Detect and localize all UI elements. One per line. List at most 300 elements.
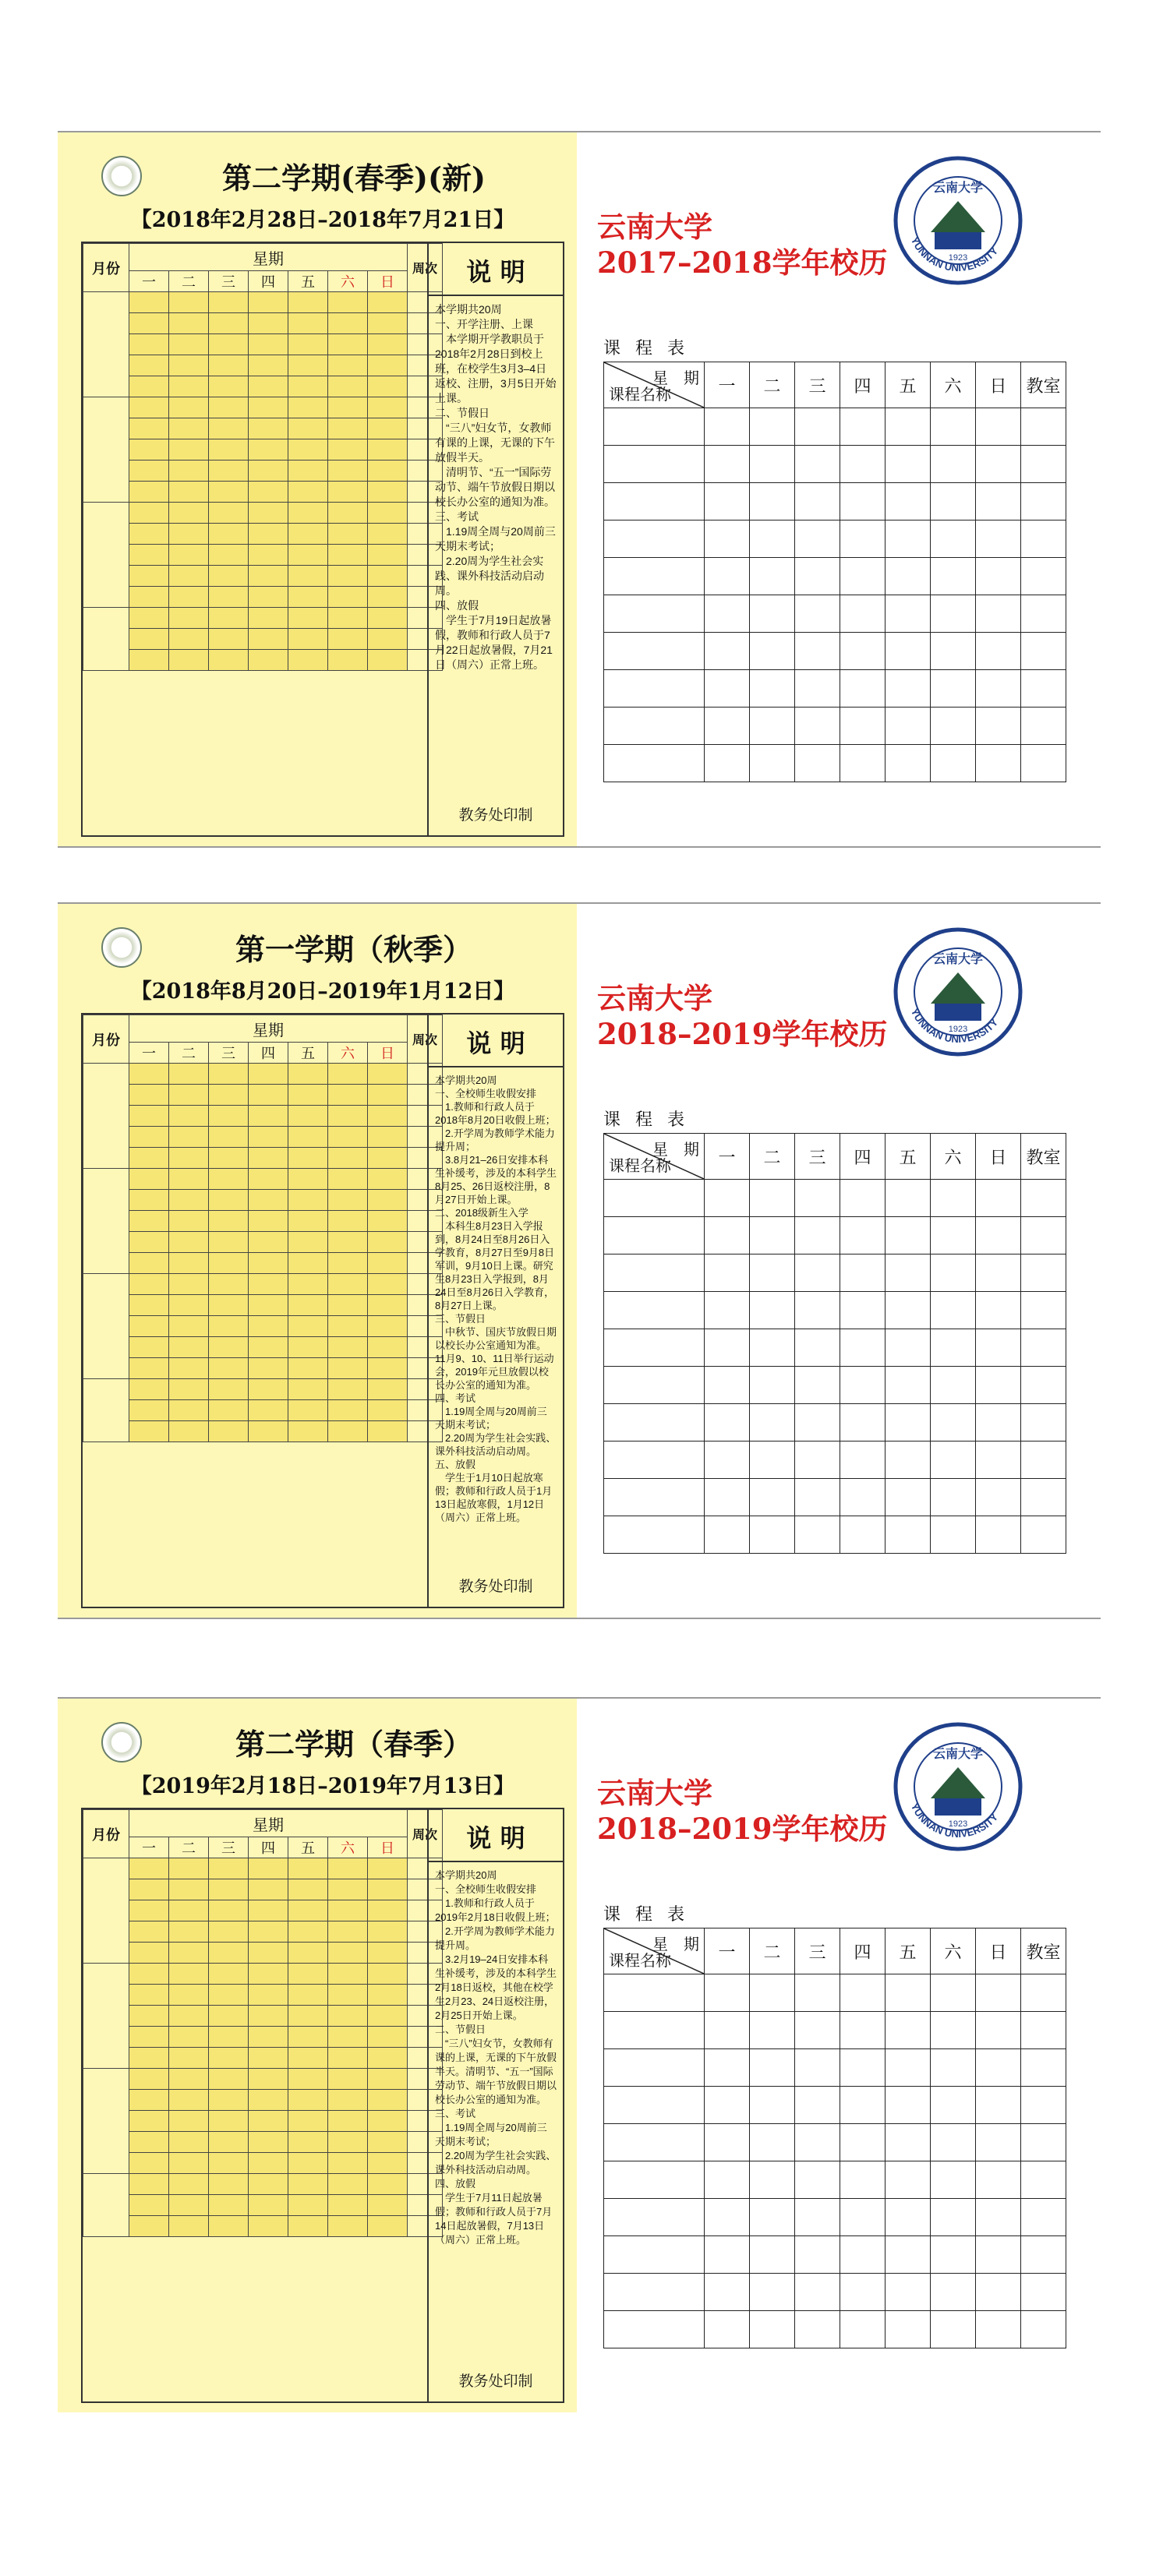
schedule-cell[interactable] (795, 520, 840, 558)
date-cell (328, 2174, 368, 2195)
schedule-cell[interactable] (705, 2049, 750, 2087)
schedule-cell[interactable] (976, 446, 1021, 483)
schedule-cell[interactable] (604, 2274, 705, 2311)
schedule-cell[interactable] (795, 2236, 840, 2274)
schedule-cell[interactable] (1021, 520, 1066, 558)
schedule-cell[interactable] (705, 2274, 750, 2311)
schedule-cell[interactable] (750, 1254, 795, 1292)
schedule-cell[interactable] (1021, 2274, 1066, 2311)
schedule-cell[interactable] (750, 708, 795, 745)
date-cell (169, 1106, 209, 1127)
schedule-cell[interactable] (886, 670, 931, 708)
schedule-cell[interactable] (931, 446, 976, 483)
schedule-cell[interactable] (976, 2161, 1021, 2199)
schedule-cell[interactable] (604, 708, 705, 745)
schedule-cell[interactable] (976, 1442, 1021, 1479)
schedule-cell[interactable] (705, 2161, 750, 2199)
calendar-row (83, 1337, 443, 1358)
schedule-cell[interactable] (976, 1404, 1021, 1442)
schedule-cell[interactable] (976, 2311, 1021, 2348)
schedule-cell[interactable] (886, 595, 931, 633)
schedule-cell[interactable] (750, 483, 795, 520)
schedule-cell[interactable] (604, 2087, 705, 2124)
schedule-cell[interactable] (931, 1217, 976, 1254)
date-cell (169, 524, 209, 545)
date-cell (368, 1358, 408, 1379)
schedule-cell[interactable] (705, 2311, 750, 2348)
schedule-cell[interactable] (931, 2199, 976, 2236)
schedule-cell[interactable] (604, 408, 705, 446)
schedule-cell[interactable] (795, 2274, 840, 2311)
schedule-cell[interactable] (886, 2049, 931, 2087)
schedule-cell[interactable] (750, 1516, 795, 1554)
date-cell (129, 376, 169, 397)
schedule-row (604, 2049, 1066, 2087)
schedule-cell[interactable] (1021, 558, 1066, 595)
schedule-cell[interactable] (1021, 1442, 1066, 1479)
schedule-cell[interactable] (840, 2161, 886, 2199)
schedule-cell[interactable] (840, 1442, 886, 1479)
schedule-cell[interactable] (795, 2124, 840, 2161)
schedule-cell[interactable] (840, 483, 886, 520)
schedule-cell[interactable] (604, 520, 705, 558)
schedule-cell[interactable] (795, 1217, 840, 1254)
schedule-cell[interactable] (795, 633, 840, 670)
schedule-cell[interactable] (840, 520, 886, 558)
day-thu: 四 (249, 1837, 288, 1858)
schedule-cell[interactable] (886, 1516, 931, 1554)
schedule-cell[interactable] (840, 670, 886, 708)
schedule-cell[interactable] (840, 633, 886, 670)
date-cell (368, 1232, 408, 1253)
schedule-cell[interactable] (931, 2236, 976, 2274)
date-cell (368, 2006, 408, 2027)
schedule-cell[interactable] (705, 2012, 750, 2049)
schedule-cell[interactable] (931, 1404, 976, 1442)
schedule-cell[interactable] (976, 1329, 1021, 1367)
schedule-cell[interactable] (795, 1367, 840, 1404)
schedule-cell[interactable] (840, 446, 886, 483)
schedule-cell[interactable] (795, 1442, 840, 1479)
date-cell (368, 1253, 408, 1274)
schedule-cell[interactable] (1021, 670, 1066, 708)
schedule-cell[interactable] (886, 2124, 931, 2161)
schedule-cell[interactable] (795, 1180, 840, 1217)
schedule-cell[interactable] (886, 1442, 931, 1479)
date-cell (169, 587, 209, 608)
schedule-cell[interactable] (705, 708, 750, 745)
schedule-cell[interactable] (886, 708, 931, 745)
schedule-cell[interactable] (705, 520, 750, 558)
schedule-cell[interactable] (976, 1254, 1021, 1292)
schedule-cell[interactable] (750, 745, 795, 782)
schedule-cell[interactable] (1021, 1974, 1066, 2012)
schedule-cell[interactable] (840, 1404, 886, 1442)
schedule-cell[interactable] (976, 2124, 1021, 2161)
schedule-cell[interactable] (886, 2012, 931, 2049)
schedule-cell[interactable] (840, 745, 886, 782)
schedule-cell[interactable] (705, 1292, 750, 1329)
schedule-cell[interactable] (1021, 2236, 1066, 2274)
schedule-cell[interactable] (840, 708, 886, 745)
date-cell (368, 461, 408, 482)
schedule-day-header: 四 (840, 1928, 886, 1974)
schedule-cell[interactable] (886, 1254, 931, 1292)
schedule-cell[interactable] (795, 708, 840, 745)
schedule-cell[interactable] (1021, 2311, 1066, 2348)
schedule-cell[interactable] (976, 2274, 1021, 2311)
schedule-cell[interactable] (795, 2049, 840, 2087)
schedule-cell[interactable] (1021, 1479, 1066, 1516)
schedule-cell[interactable] (705, 1479, 750, 1516)
schedule-cell[interactable] (840, 2049, 886, 2087)
schedule-cell[interactable] (840, 1292, 886, 1329)
schedule-cell[interactable] (840, 1974, 886, 2012)
date-cell (368, 355, 408, 376)
schedule-cell[interactable] (1021, 1254, 1066, 1292)
schedule-cell[interactable] (705, 2236, 750, 2274)
schedule-corner-cell (604, 1134, 705, 1180)
schedule-cell[interactable] (604, 558, 705, 595)
schedule-cell[interactable] (840, 1367, 886, 1404)
schedule-cell[interactable] (795, 2311, 840, 2348)
date-cell (328, 2111, 368, 2132)
schedule-cell[interactable] (604, 446, 705, 483)
schedule-cell[interactable] (1021, 1516, 1066, 1554)
schedule-cell[interactable] (931, 520, 976, 558)
schedule-cell[interactable] (1021, 595, 1066, 633)
schedule-cell[interactable] (750, 1329, 795, 1367)
date-cell (129, 2027, 169, 2048)
schedule-cell[interactable] (750, 408, 795, 446)
schedule-cell[interactable] (976, 1974, 1021, 2012)
schedule-cell[interactable] (840, 2199, 886, 2236)
schedule-cell[interactable] (750, 2012, 795, 2049)
schedule-cell[interactable] (976, 1292, 1021, 1329)
schedule-cell[interactable] (976, 2049, 1021, 2087)
schedule-cell[interactable] (1021, 408, 1066, 446)
schedule-cell[interactable] (1021, 446, 1066, 483)
schedule-cell[interactable] (886, 1367, 931, 1404)
schedule-cell[interactable] (976, 1479, 1021, 1516)
schedule-cell[interactable] (976, 1180, 1021, 1217)
schedule-cell[interactable] (976, 1367, 1021, 1404)
schedule-cell[interactable] (840, 408, 886, 446)
schedule-cell[interactable] (705, 595, 750, 633)
schedule-cell[interactable] (750, 1974, 795, 2012)
schedule-cell[interactable] (976, 408, 1021, 446)
schedule-cell[interactable] (750, 1292, 795, 1329)
schedule-cell[interactable] (1021, 1367, 1066, 1404)
schedule-cell[interactable] (840, 1217, 886, 1254)
schedule-cell[interactable] (840, 558, 886, 595)
schedule-cell[interactable] (604, 1217, 705, 1254)
schedule-cell[interactable] (795, 1292, 840, 1329)
schedule-cell[interactable] (705, 1367, 750, 1404)
schedule-cell[interactable] (604, 595, 705, 633)
schedule-cell[interactable] (931, 2274, 976, 2311)
schedule-cell[interactable] (886, 1329, 931, 1367)
schedule-cell[interactable] (604, 1329, 705, 1367)
schedule-cell[interactable] (886, 1180, 931, 1217)
day-fri: 五 (288, 1043, 328, 1064)
schedule-cell[interactable] (886, 1404, 931, 1442)
schedule-cell[interactable] (750, 2236, 795, 2274)
schedule-cell[interactable] (840, 2087, 886, 2124)
schedule-cell[interactable] (931, 1367, 976, 1404)
schedule-cell[interactable] (795, 2199, 840, 2236)
schedule-cell[interactable] (976, 595, 1021, 633)
schedule-cell[interactable] (705, 670, 750, 708)
schedule-cell[interactable] (840, 1479, 886, 1516)
schedule-cell[interactable] (886, 2161, 931, 2199)
schedule-cell[interactable] (886, 446, 931, 483)
schedule-cell[interactable] (795, 1516, 840, 1554)
schedule-cell[interactable] (1021, 745, 1066, 782)
schedule-cell[interactable] (750, 1217, 795, 1254)
schedule-cell[interactable] (931, 2049, 976, 2087)
schedule-cell[interactable] (976, 1217, 1021, 1254)
schedule-cell[interactable] (840, 595, 886, 633)
schedule-cell[interactable] (795, 2012, 840, 2049)
schedule-cell[interactable] (705, 1442, 750, 1479)
schedule-cell[interactable] (886, 1479, 931, 1516)
schedule-cell[interactable] (750, 670, 795, 708)
schedule-cell[interactable] (976, 1516, 1021, 1554)
schedule-cell[interactable] (795, 1404, 840, 1442)
schedule-cell[interactable] (886, 1292, 931, 1329)
schedule-cell[interactable] (795, 1329, 840, 1367)
date-cell (169, 2006, 209, 2027)
schedule-cell[interactable] (795, 558, 840, 595)
calendar-row (83, 482, 443, 503)
date-cell (209, 1900, 249, 1921)
schedule-cell[interactable] (604, 1367, 705, 1404)
schedule-cell[interactable] (705, 408, 750, 446)
schedule-cell[interactable] (795, 2087, 840, 2124)
schedule-cell[interactable] (795, 408, 840, 446)
schedule-cell[interactable] (976, 483, 1021, 520)
schedule-cell[interactable] (604, 1254, 705, 1292)
schedule-cell[interactable] (604, 745, 705, 782)
schedule-cell[interactable] (604, 1479, 705, 1516)
schedule-cell[interactable] (604, 633, 705, 670)
schedule-cell[interactable] (976, 2236, 1021, 2274)
schedule-cell[interactable] (886, 2274, 931, 2311)
schedule-cell[interactable] (604, 1974, 705, 2012)
schedule-cell[interactable] (604, 2049, 705, 2087)
schedule-cell[interactable] (886, 408, 931, 446)
schedule-cell[interactable] (840, 1254, 886, 1292)
day-wed: 三 (209, 1837, 249, 1858)
date-cell (249, 1964, 288, 1985)
schedule-cell[interactable] (1021, 2049, 1066, 2087)
schedule-cell[interactable] (976, 745, 1021, 782)
schedule-cell[interactable] (886, 520, 931, 558)
schedule-cell[interactable] (750, 1367, 795, 1404)
schedule-cell[interactable] (750, 1404, 795, 1442)
schedule-cell[interactable] (705, 1974, 750, 2012)
schedule-cell[interactable] (604, 1292, 705, 1329)
schedule-cell[interactable] (750, 1479, 795, 1516)
schedule-cell[interactable] (931, 2161, 976, 2199)
schedule-cell[interactable] (604, 483, 705, 520)
schedule-cell[interactable] (705, 483, 750, 520)
schedule-cell[interactable] (1021, 1217, 1066, 1254)
schedule-cell[interactable] (705, 2087, 750, 2124)
schedule-cell[interactable] (795, 745, 840, 782)
schedule-cell[interactable] (976, 2012, 1021, 2049)
schedule-cell[interactable] (604, 1404, 705, 1442)
schedule-day-header: 五 (886, 362, 931, 408)
schedule-cell[interactable] (750, 2049, 795, 2087)
schedule-cell[interactable] (1021, 2124, 1066, 2161)
schedule-cell[interactable] (705, 1329, 750, 1367)
schedule-cell[interactable] (976, 520, 1021, 558)
schedule-cell[interactable] (840, 2274, 886, 2311)
schedule-cell[interactable] (1021, 483, 1066, 520)
schedule-cell[interactable] (795, 446, 840, 483)
schedule-cell[interactable] (886, 2311, 931, 2348)
schedule-cell[interactable] (750, 1180, 795, 1217)
schedule-cell[interactable] (705, 2124, 750, 2161)
schedule-cell[interactable] (795, 595, 840, 633)
schedule-cell[interactable] (976, 708, 1021, 745)
schedule-cell[interactable] (750, 633, 795, 670)
schedule-cell[interactable] (705, 1180, 750, 1217)
schedule-cell[interactable] (604, 1516, 705, 1554)
schedule-cell[interactable] (976, 2087, 1021, 2124)
schedule-cell[interactable] (604, 2236, 705, 2274)
schedule-cell[interactable] (750, 446, 795, 483)
schedule-cell[interactable] (604, 2199, 705, 2236)
schedule-cell[interactable] (1021, 708, 1066, 745)
schedule-cell[interactable] (705, 2199, 750, 2236)
schedule-cell[interactable] (886, 558, 931, 595)
schedule-cell[interactable] (931, 2012, 976, 2049)
schedule-cell[interactable] (976, 558, 1021, 595)
schedule-cell[interactable] (1021, 633, 1066, 670)
schedule-cell[interactable] (886, 745, 931, 782)
schedule-cell[interactable] (1021, 1329, 1066, 1367)
schedule-cell[interactable] (705, 745, 750, 782)
schedule-cell[interactable] (705, 1404, 750, 1442)
schedule-cell[interactable] (705, 558, 750, 595)
schedule-cell[interactable] (795, 483, 840, 520)
schedule-cell[interactable] (931, 2124, 976, 2161)
schedule-cell[interactable] (840, 1516, 886, 1554)
schedule-cell[interactable] (750, 558, 795, 595)
schedule-cell[interactable] (931, 558, 976, 595)
schedule-cell[interactable] (750, 2124, 795, 2161)
schedule-cell[interactable] (750, 520, 795, 558)
schedule-cell[interactable] (931, 408, 976, 446)
schedule-cell[interactable] (795, 2161, 840, 2199)
schedule-cell[interactable] (604, 1180, 705, 1217)
schedule-cell[interactable] (931, 1254, 976, 1292)
schedule-cell[interactable] (1021, 1180, 1066, 1217)
date-cell (209, 1358, 249, 1379)
schedule-cell[interactable] (886, 483, 931, 520)
schedule-cell[interactable] (840, 1329, 886, 1367)
schedule-cell[interactable] (886, 633, 931, 670)
schedule-cell[interactable] (750, 2311, 795, 2348)
schedule-cell[interactable] (931, 708, 976, 745)
schedule-cell[interactable] (931, 595, 976, 633)
schedule-cell[interactable] (931, 2311, 976, 2348)
schedule-cell[interactable] (750, 595, 795, 633)
university-logo-icon (101, 1722, 142, 1763)
schedule-cell[interactable] (604, 2311, 705, 2348)
schedule-cell[interactable] (931, 1974, 976, 2012)
schedule-cell[interactable] (931, 670, 976, 708)
schedule-cell[interactable] (705, 1217, 750, 1254)
schedule-cell[interactable] (604, 2124, 705, 2161)
schedule-cell[interactable] (931, 483, 976, 520)
schedule-cell[interactable] (750, 2087, 795, 2124)
schedule-cell[interactable] (931, 2087, 976, 2124)
schedule-cell[interactable] (1021, 1292, 1066, 1329)
schedule-cell[interactable] (1021, 2012, 1066, 2049)
schedule-cell[interactable] (931, 1516, 976, 1554)
schedule-cell[interactable] (931, 1180, 976, 1217)
schedule-cell[interactable] (931, 633, 976, 670)
schedule-cell[interactable] (604, 2161, 705, 2199)
schedule-cell[interactable] (840, 1180, 886, 1217)
schedule-cell[interactable] (931, 1479, 976, 1516)
schedule-cell[interactable] (750, 2199, 795, 2236)
schedule-cell[interactable] (795, 1254, 840, 1292)
schedule-cell[interactable] (705, 446, 750, 483)
schedule-cell[interactable] (840, 2124, 886, 2161)
schedule-cell[interactable] (604, 2012, 705, 2049)
schedule-cell[interactable] (705, 1516, 750, 1554)
schedule-cell[interactable] (976, 2199, 1021, 2236)
schedule-cell[interactable] (750, 2274, 795, 2311)
date-cell (249, 1064, 288, 1085)
schedule-cell[interactable] (750, 1442, 795, 1479)
schedule-cell[interactable] (886, 1217, 931, 1254)
schedule-cell[interactable] (931, 1442, 976, 1479)
schedule-cell[interactable] (1021, 2199, 1066, 2236)
schedule-cell[interactable] (886, 2087, 931, 2124)
schedule-cell[interactable] (840, 2311, 886, 2348)
schedule-cell[interactable] (705, 633, 750, 670)
schedule-cell[interactable] (795, 670, 840, 708)
schedule-cell[interactable] (1021, 1404, 1066, 1442)
schedule-cell[interactable] (750, 2161, 795, 2199)
schedule-cell[interactable] (1021, 2087, 1066, 2124)
schedule-cell[interactable] (931, 1329, 976, 1367)
schedule-cell[interactable] (840, 2236, 886, 2274)
date-cell (288, 2069, 328, 2090)
schedule-cell[interactable] (931, 745, 976, 782)
schedule-cell[interactable] (705, 1254, 750, 1292)
schedule-cell[interactable] (795, 1974, 840, 2012)
schedule-cell[interactable] (931, 1292, 976, 1329)
schedule-cell[interactable] (886, 1974, 931, 2012)
schedule-cell[interactable] (604, 1442, 705, 1479)
date-cell (129, 1858, 169, 1879)
schedule-cell[interactable] (886, 2236, 931, 2274)
schedule-cell[interactable] (604, 670, 705, 708)
schedule-cell[interactable] (840, 2012, 886, 2049)
schedule-cell[interactable] (976, 670, 1021, 708)
schedule-cell[interactable] (795, 1479, 840, 1516)
schedule-cell[interactable] (1021, 2161, 1066, 2199)
schedule-cell[interactable] (886, 2199, 931, 2236)
schedule-cell[interactable] (976, 633, 1021, 670)
